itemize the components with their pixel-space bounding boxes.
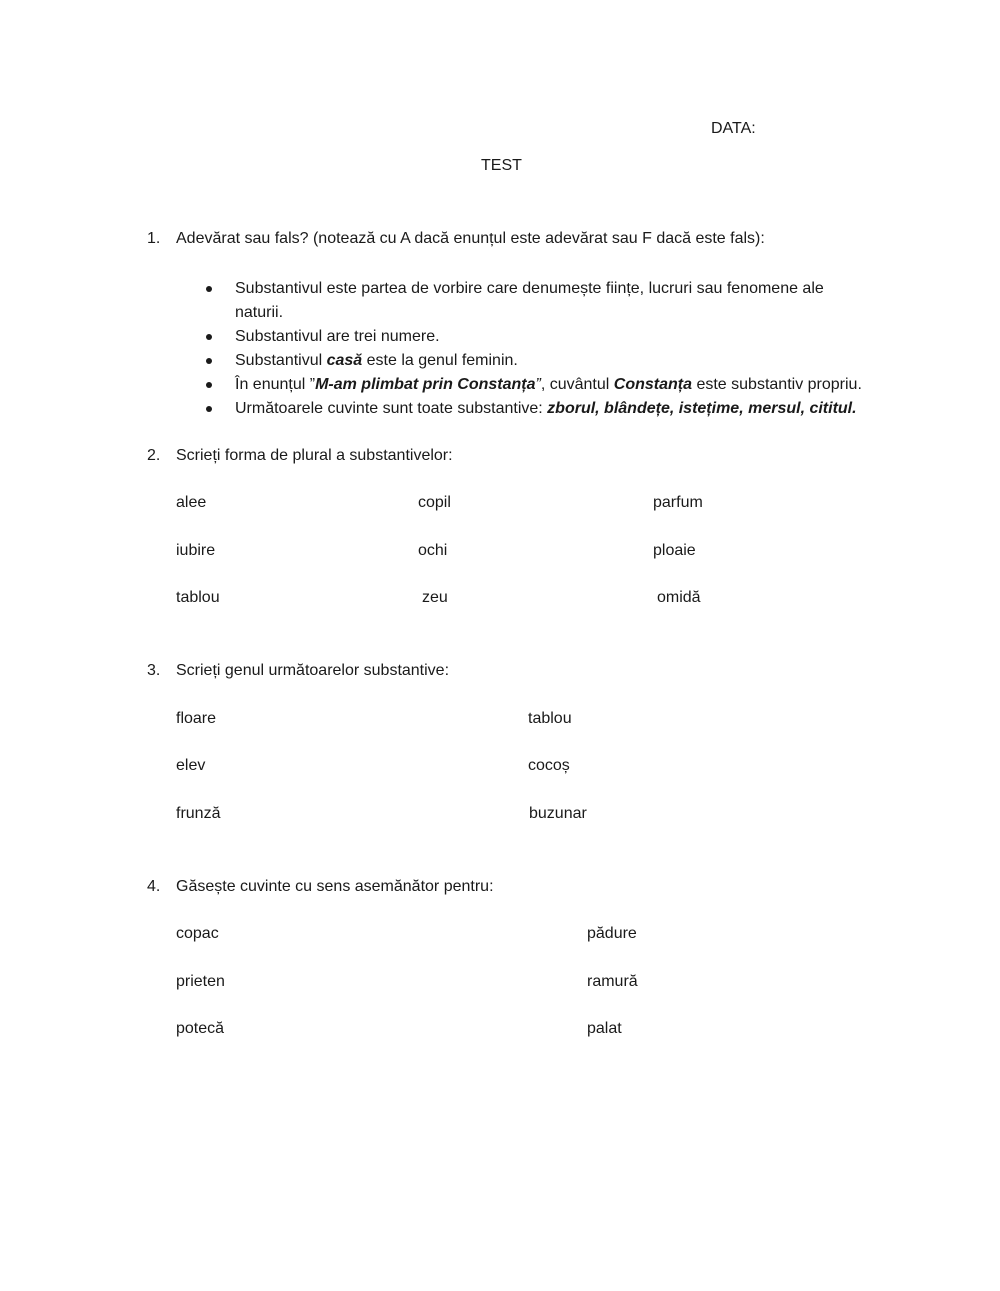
q2-word: tablou bbox=[176, 589, 220, 606]
q1-statement-list bbox=[206, 277, 896, 421]
q2-word: zeu bbox=[422, 589, 448, 606]
q4-word: prieten bbox=[176, 973, 225, 990]
q2-word: ochi bbox=[418, 542, 448, 559]
q3-word: cocoș bbox=[528, 757, 570, 774]
q1-statement-3: Substantivul casă este la genul feminin. bbox=[206, 349, 896, 373]
q1-number: 1. bbox=[147, 230, 161, 247]
bullet-icon bbox=[206, 382, 212, 388]
q2-prompt: Scrieți forma de plural a substantivelor: bbox=[176, 447, 453, 464]
bullet-icon bbox=[206, 406, 212, 412]
q4-word: palat bbox=[587, 1020, 622, 1037]
q3-word: frunză bbox=[176, 805, 221, 822]
q1-statement-1: Substantivul este partea de vorbire care denumește ființe, lucruri sau fenomene ale naturii. bbox=[206, 277, 896, 325]
q3-word: floare bbox=[176, 710, 217, 727]
q2-word: iubire bbox=[176, 542, 216, 559]
bullet-icon bbox=[206, 334, 212, 340]
q2-word: ploaie bbox=[653, 542, 696, 559]
q1-statement-2: Substantivul are trei numere. bbox=[206, 325, 896, 349]
q3-word: elev bbox=[176, 757, 206, 774]
page-title: TEST bbox=[481, 157, 522, 174]
q2-word: omidă bbox=[657, 589, 701, 606]
q2-word: alee bbox=[176, 494, 207, 511]
q2-number: 2. bbox=[147, 447, 161, 464]
q3-word: buzunar bbox=[529, 805, 587, 822]
q1-statement-4: În enunțul ”M-am plimbat prin Constanța”, cuvântul Constanța este substantiv propriu. bbox=[206, 373, 896, 397]
q4-prompt: Găsește cuvinte cu sens asemănător pentru: bbox=[176, 878, 494, 895]
q3-number: 3. bbox=[147, 662, 161, 679]
q1-prompt: Adevărat sau fals? (notează cu A dacă enunțul este adevărat sau F dacă este fals): bbox=[176, 230, 765, 247]
date-label: DATA: bbox=[711, 120, 756, 137]
q1-statement-5: Următoarele cuvinte sunt toate substantive: zborul, blândețe, istețime, mersul, cititul. bbox=[206, 397, 896, 421]
q2-word: copil bbox=[418, 494, 451, 511]
q2-word: parfum bbox=[653, 494, 703, 511]
q3-word: tablou bbox=[528, 710, 572, 727]
q4-number: 4. bbox=[147, 878, 161, 895]
q4-word: potecă bbox=[176, 1020, 225, 1037]
bullet-icon bbox=[206, 358, 212, 364]
bullet-icon bbox=[206, 286, 212, 292]
q4-word: copac bbox=[176, 925, 219, 942]
q4-word: pădure bbox=[587, 925, 637, 942]
q3-prompt: Scrieți genul următoarelor substantive: bbox=[176, 662, 450, 679]
q4-word: ramură bbox=[587, 973, 638, 990]
